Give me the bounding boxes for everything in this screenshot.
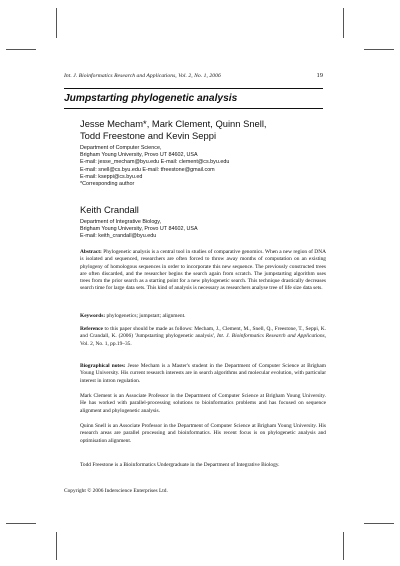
bio-note-2: [80, 393, 326, 415]
email-line[interactable]: E-mail: snell@cs.byu.edu E-mail: tfreestone@gmail.com: [80, 166, 215, 173]
bio-text-1: Jesse Mecham is a Master's student in the Department of Computer Science at Brigham Young University. His current research interests are in search algorithms and molecular evolution, with particular interest in intron regulation.: [80, 363, 326, 384]
keywords-text: phylogenetics; jumpstart; alignment.: [106, 313, 186, 319]
email-line[interactable]: E-mail: kseppi@cs.byu.ed: [80, 173, 143, 180]
reference-journal: Int. J. Bioinformatics Research and Applications,: [216, 333, 326, 340]
reference-volume: Vol. 2, No. 1, pp.19–35.: [80, 340, 132, 347]
affiliation-line: Brigham Young University, Provo UT 84602, USA: [80, 225, 198, 232]
affiliation-line: Department of Computer Science,: [80, 145, 162, 151]
authors-line-1: Jesse Mecham*, Mark Clement, Quinn Snell,: [80, 118, 267, 129]
bio-note-3: [80, 423, 326, 445]
authors-line-2: Todd Freestone and Kevin Seppi: [80, 129, 217, 141]
reference: [80, 326, 326, 348]
journal-header: Int. J. Bioinformatics Research and Applications, Vol. 2, No. 1, 2006: [64, 73, 221, 79]
title-rule-bottom: [64, 108, 323, 109]
abstract-label: Abstract:: [80, 249, 102, 255]
crop-mark-top-right-h: [364, 49, 394, 50]
crop-mark-bottom-left-h: [6, 523, 36, 524]
title-rule-top: [64, 88, 323, 89]
abstract-text: Phylogenetic analysis is a central tool in studies of comparative genomics. When a new region of DNA is isolated and sequenced, researchers are often forced to throw away months of computation on an existing phylogeny of homologous sequences in order to incorporate this new sequence. The previously constructed trees are often discarded, and the researcher begins the search again from scratch. The jumpstarting algorithm uses trees from the prior search as a starting point for a new phylogenetic search. This technique drastically decreases search time for large data sets. This kind of analysis is necessary as researchers analyse tree of life size data sets.: [80, 249, 326, 292]
keywords-label: Keywords:: [80, 313, 106, 319]
bio-text-2: Mark Clement is an Associate Professor in the Department of Computer Science at Brigham Young University. He has worked with parallel-processing solutions to bioinformatics problems and has focused on sequence alignment and phylogenetic analysis.: [80, 393, 326, 414]
affiliation-line: Department of Integrative Biology,: [80, 218, 162, 225]
crop-mark-top-right-v: [343, 8, 344, 38]
bio-note-1: [80, 363, 326, 385]
crop-mark-bottom-right-h: [364, 523, 394, 524]
crop-mark-bottom-left-v: [56, 532, 57, 560]
authors-group-2: [80, 204, 330, 240]
paper-title: Jumpstarting phylogenetic analysis: [64, 93, 238, 104]
crop-mark-bottom-right-v: [343, 532, 344, 560]
email-line[interactable]: E-mail: jesse_mecham@byu.edu E-mail: clement@cs.byu.edu: [80, 159, 230, 166]
affiliation-1: [80, 145, 330, 188]
affiliation-2: [80, 219, 330, 241]
bio-text-4: Todd Freestone is a Bioinformatics Undergraduate in the Department of Integrative Biology.: [80, 462, 280, 468]
abstract: [80, 249, 326, 293]
author-name: Keith Crandall: [80, 204, 139, 215]
reference-label: Reference: [80, 326, 103, 332]
page-number: 19: [316, 72, 323, 79]
affiliation-line: Brigham Young University, Provo UT 84602, USA: [80, 152, 198, 159]
corresponding-author-note: *Corresponding author: [80, 181, 135, 188]
email-line[interactable]: E-mail: keith_crandall@byu.edu: [80, 232, 157, 239]
crop-mark-top-left-v: [56, 8, 57, 38]
copyright: Copyright © 2006 Inderscience Enterprises Ltd.: [64, 488, 168, 494]
bio-text-3: Quinn Snell is an Associate Professor in the Department of Computer Science at Brigham Young University. His research areas are parallel processing and bioinformatics. His recent focus is on phylogenetic analysis and optimisation alignment.: [80, 423, 326, 444]
keywords: [80, 313, 326, 320]
bio-label: Biographical notes:: [80, 363, 126, 369]
bio-note-4: [80, 462, 326, 469]
reference-text: to this paper should be made as follows: Mecham, J., Clement, M., Snell, Q., Freestone, T., Seppi, K. and Crandall, K. (2006) 'Jumpstarting phylogenetic analysis',: [80, 326, 326, 340]
crop-mark-top-left-h: [6, 49, 36, 50]
authors-group-1: [80, 118, 330, 188]
